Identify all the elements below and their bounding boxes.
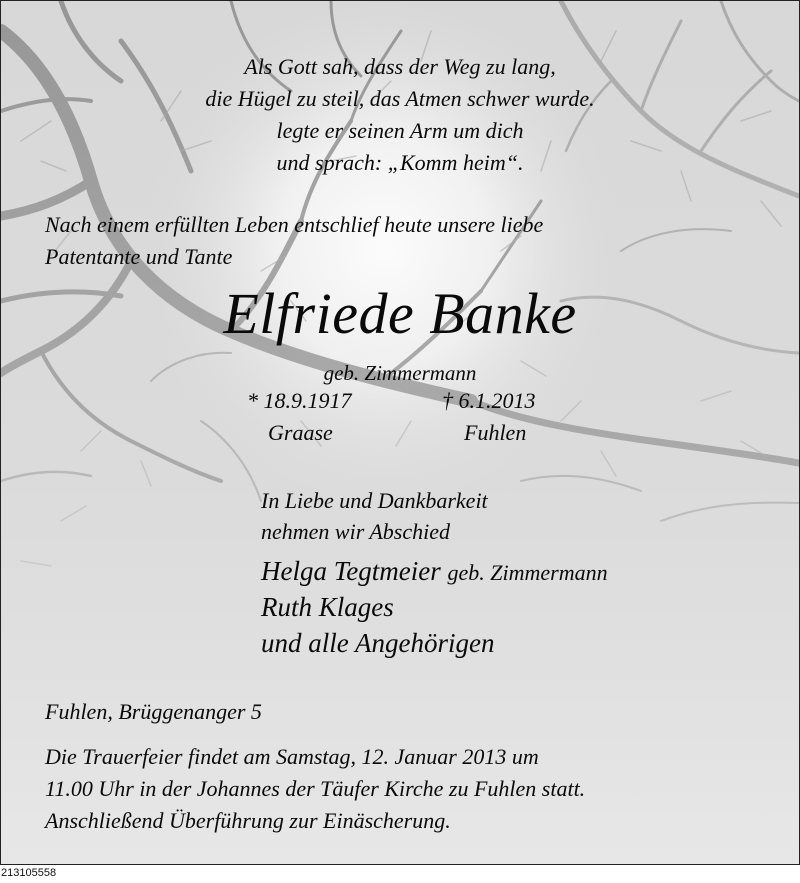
mourner-first xyxy=(261,553,608,591)
mourner-first-name: Helga Tegtmeier xyxy=(261,556,441,586)
farewell-text xyxy=(261,485,488,547)
farewell-line: nehmen wir Abschied xyxy=(261,519,451,544)
poem-line: Als Gott sah, dass der Weg zu lang, xyxy=(244,54,556,79)
farewell-line: In Liebe und Dankbarkeit xyxy=(261,488,488,513)
birth-date: * 18.9.1917 xyxy=(247,388,352,413)
intro-text xyxy=(45,209,543,273)
funeral-info xyxy=(45,741,585,837)
funeral-line: 11.00 Uhr in der Johannes der Täufer Kirche zu Fuhlen statt. xyxy=(45,776,586,801)
intro-line: Nach einem erfüllten Leben entschlief heute unsere liebe xyxy=(45,212,544,237)
poem-line: die Hügel zu steil, das Atmen schwer wurde. xyxy=(205,86,595,111)
mourner-first-birth-name: geb. Zimmermann xyxy=(447,560,608,585)
funeral-line: Anschließend Überführung zur Einäscherung. xyxy=(45,808,451,833)
death-date: † 6.1.2013 xyxy=(442,388,536,413)
reference-number: 213105558 xyxy=(1,867,57,879)
birth-name: geb. Zimmermann xyxy=(323,361,477,385)
intro-line: Patentante und Tante xyxy=(45,244,233,269)
death-place: Fuhlen xyxy=(464,420,527,445)
poem-line: legte er seinen Arm um dich xyxy=(276,118,524,143)
poem-line: und sprach: „Komm heim“. xyxy=(276,150,524,175)
poem xyxy=(1,51,799,179)
funeral-line: Die Trauerfeier findet am Samstag, 12. Januar 2013 um xyxy=(45,744,539,769)
birth-place: Graase xyxy=(268,420,333,445)
mourner-others: und alle Angehörigen xyxy=(261,628,495,658)
deceased-name: Elfriede Banke xyxy=(223,281,577,346)
mourner-second: Ruth Klages xyxy=(261,592,394,622)
address: Fuhlen, Brüggenanger 5 xyxy=(45,699,262,724)
